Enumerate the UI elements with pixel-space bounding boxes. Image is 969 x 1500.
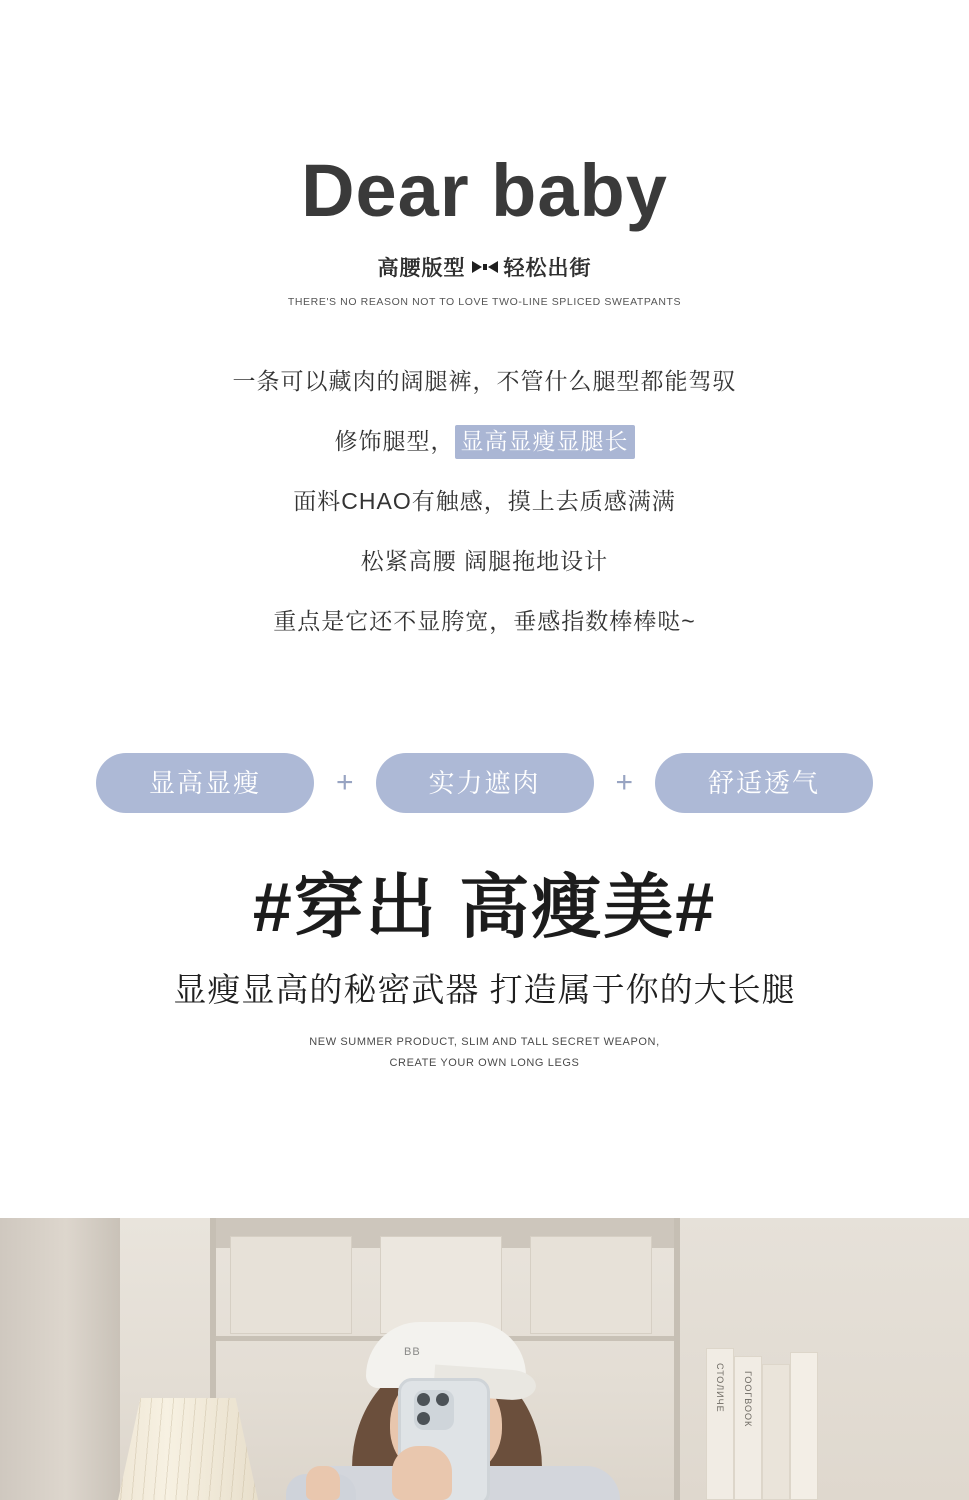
photo-lamp-pleats [118, 1398, 258, 1500]
photo-cap-logo: BB [404, 1346, 421, 1358]
photo-scene [0, 1218, 969, 1500]
feature-pill-2: 实力遮肉 [376, 753, 594, 813]
pill-separator-1: + [335, 765, 354, 799]
description-line-2-prefix: 修饰腿型， [334, 427, 455, 454]
photo-camera-lens-1 [417, 1393, 430, 1406]
slogan-sub: 显瘦显高的秘密武器 打造属于你的大长腿 [173, 971, 796, 1009]
description-line-2 [0, 427, 969, 454]
photo-book-3 [762, 1364, 790, 1500]
photo-book-4 [790, 1352, 818, 1500]
description-line-5: 重点是它还不显胯宽，垂感指数棒棒哒~ [273, 607, 696, 634]
feature-pill-3: 舒适透气 [655, 753, 873, 813]
description-line-4: 松紧高腰 阔腿拖地设计 [360, 547, 609, 574]
slogan-main: #穿出 高瘦美# [252, 867, 717, 946]
photo-book-1 [706, 1348, 734, 1500]
description-line-1: 一条可以藏肉的阔腿裤，不管什么腿型都能驾驭 [232, 367, 737, 394]
hero-subtitle-left: 高腰版型 [377, 256, 466, 280]
photo-book-2-label: ГООГВООК [743, 1371, 753, 1428]
page-title: Dear baby [301, 149, 668, 232]
product-photo [0, 1218, 969, 1500]
photo-person-hand-left [306, 1466, 340, 1500]
slogan-english-line-2: CREATE YOUR OWN LONG LEGS [389, 1056, 580, 1069]
description-section [0, 367, 969, 634]
bow-icon [472, 260, 498, 274]
photo-book-2 [734, 1356, 762, 1500]
photo-person-hand-right [392, 1446, 452, 1500]
photo-phone-camera-module [414, 1390, 454, 1430]
description-line-3: 面料CHAO有触感，摸上去质感满满 [293, 487, 676, 514]
hero-subtitle [0, 252, 969, 282]
photo-wall-left [0, 1218, 120, 1500]
description-highlight: 显高显瘦显腿长 [455, 425, 635, 459]
slogan-english-line-1: NEW SUMMER PRODUCT, SLIM AND TALL SECRET WEAPON, [309, 1035, 660, 1048]
photo-cabinet-panel-3 [530, 1236, 652, 1334]
hero-section [0, 0, 969, 308]
photo-camera-lens-3 [417, 1412, 430, 1425]
photo-cabinet-panel-2 [380, 1236, 502, 1334]
pill-separator-2: + [615, 765, 634, 799]
photo-book-1-label: СТОЛИЧЕ [715, 1363, 725, 1413]
feature-pill-1: 显高显瘦 [96, 753, 314, 813]
hero-subtitle-right: 轻松出街 [503, 256, 592, 280]
hero-english-tagline: THERE'S NO REASON NOT TO LOVE TWO-LINE SPLICED SWEATPANTS [287, 295, 682, 308]
slogan-english [0, 1032, 969, 1074]
photo-cabinet-panel-1 [230, 1236, 352, 1334]
photo-shelf-post-right [674, 1218, 680, 1500]
feature-pill-row [0, 753, 969, 813]
slogan-section [0, 867, 969, 1074]
photo-camera-lens-2 [436, 1393, 449, 1406]
